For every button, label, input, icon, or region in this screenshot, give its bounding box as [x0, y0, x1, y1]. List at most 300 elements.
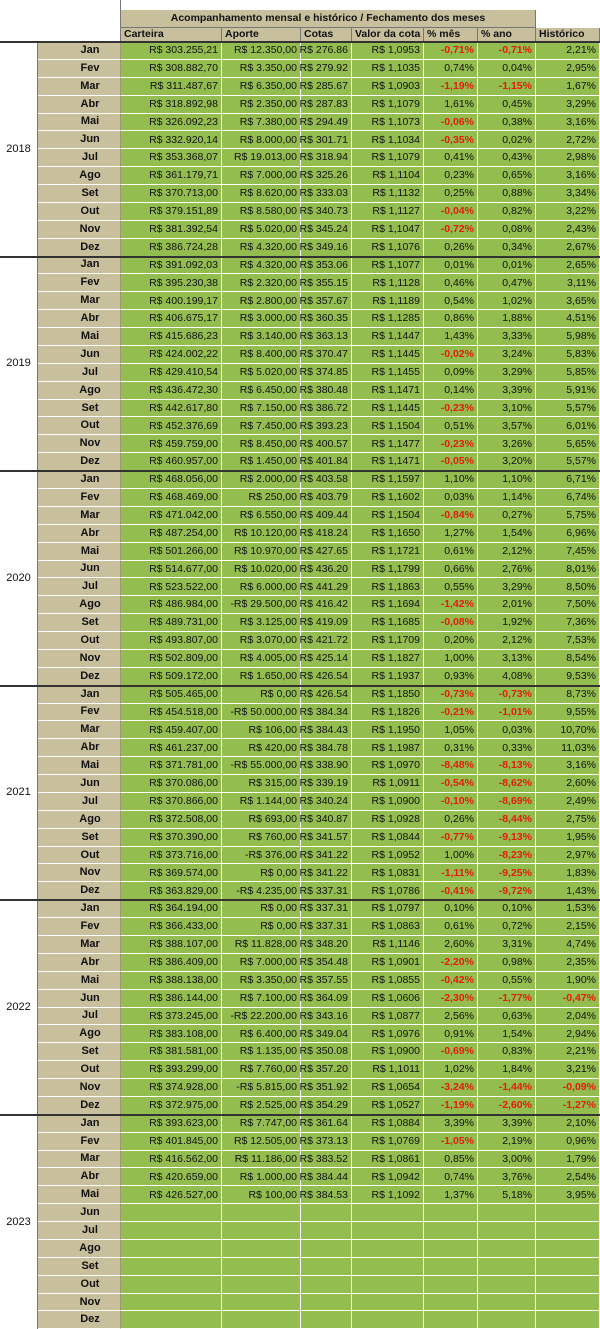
cell-pct-ano[interactable]: 5,18%: [478, 1186, 536, 1204]
cell-valor-da-cota[interactable]: R$ 1,1035: [352, 60, 424, 78]
cell-aporte[interactable]: R$ 2.320,00: [222, 274, 301, 292]
cell-pct-ano[interactable]: [478, 1204, 536, 1222]
cell-cotas[interactable]: R$ 339.19: [301, 775, 352, 793]
cell-pct-mes[interactable]: 0,23%: [424, 167, 478, 185]
cell-historico[interactable]: 2,35%: [536, 954, 600, 972]
cell-cotas[interactable]: R$ 380.48: [301, 382, 352, 400]
cell-cotas[interactable]: R$ 343.16: [301, 1008, 352, 1026]
cell-pct-ano[interactable]: -8,13%: [478, 757, 536, 775]
cell-carteira[interactable]: R$ 523.522,00: [121, 578, 222, 596]
cell-pct-ano[interactable]: 2,76%: [478, 561, 536, 579]
cell-valor-da-cota[interactable]: R$ 1,1073: [352, 114, 424, 132]
cell-valor-da-cota[interactable]: R$ 1,1132: [352, 185, 424, 203]
cell-pct-ano[interactable]: 1,54%: [478, 525, 536, 543]
cell-cotas[interactable]: R$ 351.92: [301, 1079, 352, 1097]
cell-valor-da-cota[interactable]: [352, 1240, 424, 1258]
cell-pct-mes[interactable]: -1,11%: [424, 864, 478, 882]
cell-cotas[interactable]: [301, 1311, 352, 1329]
cell-carteira[interactable]: R$ 487.254,00: [121, 525, 222, 543]
cell-valor-da-cota[interactable]: R$ 1,0952: [352, 847, 424, 865]
cell-carteira[interactable]: [121, 1204, 222, 1222]
cell-pct-ano[interactable]: 3,10%: [478, 400, 536, 418]
cell-historico[interactable]: 2,43%: [536, 221, 600, 239]
cell-valor-da-cota[interactable]: [352, 1204, 424, 1222]
cell-cotas[interactable]: R$ 403.79: [301, 489, 352, 507]
cell-historico[interactable]: 5,83%: [536, 346, 600, 364]
cell-valor-da-cota[interactable]: R$ 1,1694: [352, 596, 424, 614]
cell-cotas[interactable]: R$ 353.06: [301, 257, 352, 275]
cell-cotas[interactable]: R$ 370.47: [301, 346, 352, 364]
cell-historico[interactable]: 1,67%: [536, 78, 600, 96]
cell-historico[interactable]: 3,16%: [536, 167, 600, 185]
cell-valor-da-cota[interactable]: R$ 1,1721: [352, 543, 424, 561]
cell-valor-da-cota[interactable]: R$ 1,1445: [352, 400, 424, 418]
cell-carteira[interactable]: R$ 501.266,00: [121, 543, 222, 561]
cell-historico[interactable]: 5,57%: [536, 400, 600, 418]
cell-valor-da-cota[interactable]: R$ 1,0900: [352, 793, 424, 811]
cell-aporte[interactable]: -R$ 4.235,00: [222, 882, 301, 900]
cell-historico[interactable]: [536, 1204, 600, 1222]
cell-pct-mes[interactable]: 1,10%: [424, 471, 478, 489]
cell-pct-mes[interactable]: -1,19%: [424, 1097, 478, 1115]
cell-carteira[interactable]: R$ 505.465,00: [121, 686, 222, 704]
cell-aporte[interactable]: R$ 1.144,00: [222, 793, 301, 811]
cell-historico[interactable]: 5,91%: [536, 382, 600, 400]
cell-cotas[interactable]: R$ 276.86: [301, 42, 352, 60]
cell-valor-da-cota[interactable]: R$ 1,1079: [352, 96, 424, 114]
cell-valor-da-cota[interactable]: R$ 1,1127: [352, 203, 424, 221]
cell-pct-ano[interactable]: 0,83%: [478, 1043, 536, 1061]
cell-historico[interactable]: 9,53%: [536, 668, 600, 686]
cell-carteira[interactable]: R$ 391.092,03: [121, 257, 222, 275]
cell-cotas[interactable]: R$ 363.13: [301, 328, 352, 346]
cell-valor-da-cota[interactable]: R$ 1,1104: [352, 167, 424, 185]
cell-historico[interactable]: 8,50%: [536, 578, 600, 596]
cell-aporte[interactable]: R$ 3.350,00: [222, 60, 301, 78]
cell-aporte[interactable]: R$ 100,00: [222, 1186, 301, 1204]
cell-historico[interactable]: 1,95%: [536, 829, 600, 847]
cell-carteira[interactable]: [121, 1276, 222, 1294]
cell-historico[interactable]: 1,90%: [536, 972, 600, 990]
cell-pct-mes[interactable]: 0,20%: [424, 632, 478, 650]
cell-pct-ano[interactable]: 3,20%: [478, 453, 536, 471]
cell-carteira[interactable]: R$ 471.042,00: [121, 507, 222, 525]
cell-historico[interactable]: 2,72%: [536, 131, 600, 149]
cell-pct-mes[interactable]: -0,04%: [424, 203, 478, 221]
cell-valor-da-cota[interactable]: R$ 1,1034: [352, 131, 424, 149]
cell-aporte[interactable]: R$ 6.000,00: [222, 578, 301, 596]
cell-historico[interactable]: 1,43%: [536, 882, 600, 900]
cell-historico[interactable]: 7,45%: [536, 543, 600, 561]
cell-pct-ano[interactable]: -1,01%: [478, 704, 536, 722]
cell-aporte[interactable]: R$ 8.580,00: [222, 203, 301, 221]
cell-pct-ano[interactable]: 0,82%: [478, 203, 536, 221]
cell-cotas[interactable]: R$ 383.52: [301, 1151, 352, 1169]
cell-valor-da-cota[interactable]: R$ 1,1285: [352, 310, 424, 328]
cell-cotas[interactable]: R$ 349.04: [301, 1025, 352, 1043]
cell-historico[interactable]: 5,85%: [536, 364, 600, 382]
cell-aporte[interactable]: R$ 1.135,00: [222, 1043, 301, 1061]
cell-pct-mes[interactable]: -0,72%: [424, 221, 478, 239]
cell-pct-mes[interactable]: -0,06%: [424, 114, 478, 132]
cell-pct-ano[interactable]: 2,12%: [478, 632, 536, 650]
cell-cotas[interactable]: R$ 341.22: [301, 864, 352, 882]
cell-aporte[interactable]: R$ 1.650,00: [222, 668, 301, 686]
cell-cotas[interactable]: R$ 325.26: [301, 167, 352, 185]
cell-pct-mes[interactable]: -8,48%: [424, 757, 478, 775]
cell-pct-mes[interactable]: 0,93%: [424, 668, 478, 686]
cell-historico[interactable]: -0,47%: [536, 990, 600, 1008]
cell-cotas[interactable]: R$ 373.13: [301, 1133, 352, 1151]
cell-carteira[interactable]: [121, 1311, 222, 1329]
cell-cotas[interactable]: R$ 340.24: [301, 793, 352, 811]
cell-valor-da-cota[interactable]: R$ 1,1799: [352, 561, 424, 579]
cell-aporte[interactable]: R$ 760,00: [222, 829, 301, 847]
cell-valor-da-cota[interactable]: R$ 1,1597: [352, 471, 424, 489]
cell-carteira[interactable]: R$ 386.144,00: [121, 990, 222, 1008]
cell-pct-ano[interactable]: 3,29%: [478, 364, 536, 382]
cell-cotas[interactable]: R$ 403.58: [301, 471, 352, 489]
cell-pct-ano[interactable]: 0,34%: [478, 239, 536, 257]
cell-valor-da-cota[interactable]: R$ 1,1987: [352, 739, 424, 757]
cell-carteira[interactable]: R$ 303.255,21: [121, 42, 222, 60]
cell-pct-ano[interactable]: 0,43%: [478, 149, 536, 167]
cell-carteira[interactable]: R$ 460.957,00: [121, 453, 222, 471]
cell-pct-ano[interactable]: [478, 1311, 536, 1329]
cell-carteira[interactable]: R$ 514.677,00: [121, 561, 222, 579]
cell-cotas[interactable]: R$ 340.87: [301, 811, 352, 829]
cell-carteira[interactable]: R$ 393.299,00: [121, 1061, 222, 1079]
cell-pct-ano[interactable]: 0,03%: [478, 721, 536, 739]
cell-historico[interactable]: 1,79%: [536, 1151, 600, 1169]
cell-cotas[interactable]: R$ 301.71: [301, 131, 352, 149]
cell-aporte[interactable]: R$ 11.186,00: [222, 1151, 301, 1169]
cell-cotas[interactable]: [301, 1204, 352, 1222]
cell-pct-ano[interactable]: -8,23%: [478, 847, 536, 865]
cell-historico[interactable]: [536, 1294, 600, 1312]
cell-pct-mes[interactable]: -2,20%: [424, 954, 478, 972]
cell-pct-ano[interactable]: 1,92%: [478, 614, 536, 632]
cell-pct-mes[interactable]: 1,37%: [424, 1186, 478, 1204]
cell-pct-ano[interactable]: 2,01%: [478, 596, 536, 614]
cell-pct-mes[interactable]: -0,73%: [424, 686, 478, 704]
cell-aporte[interactable]: R$ 12.350,00: [222, 42, 301, 60]
cell-aporte[interactable]: R$ 2.525,00: [222, 1097, 301, 1115]
cell-valor-da-cota[interactable]: R$ 1,1092: [352, 1186, 424, 1204]
cell-aporte[interactable]: -R$ 55.000,00: [222, 757, 301, 775]
cell-pct-mes[interactable]: [424, 1240, 478, 1258]
cell-valor-da-cota[interactable]: [352, 1294, 424, 1312]
cell-carteira[interactable]: R$ 372.975,00: [121, 1097, 222, 1115]
cell-valor-da-cota[interactable]: R$ 1,1827: [352, 650, 424, 668]
cell-carteira[interactable]: R$ 373.716,00: [121, 847, 222, 865]
cell-pct-mes[interactable]: -1,05%: [424, 1133, 478, 1151]
cell-historico[interactable]: 2,95%: [536, 60, 600, 78]
cell-historico[interactable]: 3,21%: [536, 1061, 600, 1079]
cell-valor-da-cota[interactable]: [352, 1258, 424, 1276]
cell-carteira[interactable]: R$ 370.390,00: [121, 829, 222, 847]
cell-pct-ano[interactable]: 2,19%: [478, 1133, 536, 1151]
cell-valor-da-cota[interactable]: R$ 1,1447: [352, 328, 424, 346]
cell-valor-da-cota[interactable]: R$ 1,0901: [352, 954, 424, 972]
cell-carteira[interactable]: R$ 371.781,00: [121, 757, 222, 775]
cell-pct-mes[interactable]: -1,42%: [424, 596, 478, 614]
cell-pct-mes[interactable]: [424, 1204, 478, 1222]
cell-carteira[interactable]: R$ 406.675,17: [121, 310, 222, 328]
cell-pct-mes[interactable]: [424, 1276, 478, 1294]
cell-valor-da-cota[interactable]: R$ 1,1602: [352, 489, 424, 507]
cell-pct-ano[interactable]: 3,39%: [478, 382, 536, 400]
cell-carteira[interactable]: R$ 373.245,00: [121, 1008, 222, 1026]
cell-carteira[interactable]: R$ 364.194,00: [121, 900, 222, 918]
cell-cotas[interactable]: R$ 294.49: [301, 114, 352, 132]
cell-aporte[interactable]: [222, 1240, 301, 1258]
cell-carteira[interactable]: R$ 415.686,23: [121, 328, 222, 346]
cell-historico[interactable]: 11,03%: [536, 739, 600, 757]
cell-cotas[interactable]: R$ 386.72: [301, 400, 352, 418]
cell-pct-mes[interactable]: 1,00%: [424, 847, 478, 865]
cell-historico[interactable]: 2,98%: [536, 149, 600, 167]
cell-carteira[interactable]: R$ 370.866,00: [121, 793, 222, 811]
cell-aporte[interactable]: R$ 8.400,00: [222, 346, 301, 364]
cell-carteira[interactable]: R$ 361.179,71: [121, 167, 222, 185]
cell-aporte[interactable]: R$ 3.350,00: [222, 972, 301, 990]
cell-cotas[interactable]: R$ 360.35: [301, 310, 352, 328]
cell-carteira[interactable]: R$ 461.237,00: [121, 739, 222, 757]
cell-pct-ano[interactable]: 0,88%: [478, 185, 536, 203]
cell-valor-da-cota[interactable]: [352, 1311, 424, 1329]
cell-aporte[interactable]: R$ 6.450,00: [222, 382, 301, 400]
cell-pct-mes[interactable]: 0,51%: [424, 417, 478, 435]
cell-aporte[interactable]: R$ 0,00: [222, 686, 301, 704]
cell-cotas[interactable]: R$ 400.57: [301, 435, 352, 453]
cell-cotas[interactable]: R$ 409.44: [301, 507, 352, 525]
cell-pct-ano[interactable]: -0,73%: [478, 686, 536, 704]
cell-aporte[interactable]: R$ 7.450,00: [222, 417, 301, 435]
cell-historico[interactable]: 1,83%: [536, 864, 600, 882]
cell-pct-ano[interactable]: 1,10%: [478, 471, 536, 489]
cell-pct-mes[interactable]: 0,54%: [424, 292, 478, 310]
cell-aporte[interactable]: R$ 12.505,00: [222, 1133, 301, 1151]
cell-pct-mes[interactable]: [424, 1311, 478, 1329]
cell-aporte[interactable]: R$ 7.000,00: [222, 954, 301, 972]
cell-historico[interactable]: 1,53%: [536, 900, 600, 918]
cell-historico[interactable]: 5,65%: [536, 435, 600, 453]
cell-valor-da-cota[interactable]: R$ 1,0970: [352, 757, 424, 775]
cell-historico[interactable]: 7,53%: [536, 632, 600, 650]
cell-valor-da-cota[interactable]: [352, 1276, 424, 1294]
cell-aporte[interactable]: R$ 8.450,00: [222, 435, 301, 453]
cell-aporte[interactable]: R$ 315,00: [222, 775, 301, 793]
cell-carteira[interactable]: R$ 424.002,22: [121, 346, 222, 364]
cell-pct-mes[interactable]: 0,26%: [424, 239, 478, 257]
cell-cotas[interactable]: R$ 374.85: [301, 364, 352, 382]
cell-pct-mes[interactable]: 0,03%: [424, 489, 478, 507]
cell-pct-ano[interactable]: -1,77%: [478, 990, 536, 1008]
cell-carteira[interactable]: R$ 426.527,00: [121, 1186, 222, 1204]
cell-aporte[interactable]: R$ 5.020,00: [222, 364, 301, 382]
cell-cotas[interactable]: R$ 355.15: [301, 274, 352, 292]
cell-carteira[interactable]: R$ 332.920,14: [121, 131, 222, 149]
cell-carteira[interactable]: R$ 468.469,00: [121, 489, 222, 507]
cell-aporte[interactable]: R$ 0,00: [222, 864, 301, 882]
cell-carteira[interactable]: R$ 420.659,00: [121, 1168, 222, 1186]
cell-aporte[interactable]: R$ 7.100,00: [222, 990, 301, 1008]
cell-cotas[interactable]: R$ 285.67: [301, 78, 352, 96]
cell-carteira[interactable]: R$ 381.392,54: [121, 221, 222, 239]
cell-aporte[interactable]: R$ 6.350,00: [222, 78, 301, 96]
cell-pct-mes[interactable]: 0,85%: [424, 1151, 478, 1169]
cell-historico[interactable]: 8,01%: [536, 561, 600, 579]
cell-valor-da-cota[interactable]: R$ 1,1504: [352, 417, 424, 435]
cell-pct-ano[interactable]: 0,98%: [478, 954, 536, 972]
cell-aporte[interactable]: R$ 3.140,00: [222, 328, 301, 346]
cell-aporte[interactable]: [222, 1294, 301, 1312]
cell-aporte[interactable]: R$ 4.320,00: [222, 257, 301, 275]
cell-valor-da-cota[interactable]: R$ 1,0831: [352, 864, 424, 882]
cell-aporte[interactable]: -R$ 50.000,00: [222, 704, 301, 722]
cell-pct-ano[interactable]: [478, 1222, 536, 1240]
cell-historico[interactable]: 2,60%: [536, 775, 600, 793]
cell-carteira[interactable]: R$ 318.892,98: [121, 96, 222, 114]
cell-historico[interactable]: [536, 1222, 600, 1240]
cell-pct-mes[interactable]: 2,60%: [424, 936, 478, 954]
cell-pct-ano[interactable]: -9,25%: [478, 864, 536, 882]
cell-pct-mes[interactable]: 2,56%: [424, 1008, 478, 1026]
cell-carteira[interactable]: R$ 459.759,00: [121, 435, 222, 453]
cell-historico[interactable]: [536, 1240, 600, 1258]
cell-cotas[interactable]: R$ 384.44: [301, 1168, 352, 1186]
cell-cotas[interactable]: R$ 333.03: [301, 185, 352, 203]
cell-cotas[interactable]: R$ 350.08: [301, 1043, 352, 1061]
cell-carteira[interactable]: [121, 1294, 222, 1312]
cell-cotas[interactable]: R$ 427.65: [301, 543, 352, 561]
cell-valor-da-cota[interactable]: R$ 1,0863: [352, 918, 424, 936]
cell-aporte[interactable]: -R$ 22.200,00: [222, 1008, 301, 1026]
cell-aporte[interactable]: R$ 10.970,00: [222, 543, 301, 561]
cell-historico[interactable]: 6,71%: [536, 471, 600, 489]
cell-valor-da-cota[interactable]: R$ 1,0928: [352, 811, 424, 829]
cell-valor-da-cota[interactable]: R$ 1,0844: [352, 829, 424, 847]
cell-carteira[interactable]: R$ 468.056,00: [121, 471, 222, 489]
cell-carteira[interactable]: R$ 370.086,00: [121, 775, 222, 793]
cell-carteira[interactable]: R$ 459.407,00: [121, 721, 222, 739]
cell-valor-da-cota[interactable]: R$ 1,1445: [352, 346, 424, 364]
cell-carteira[interactable]: R$ 429.410,54: [121, 364, 222, 382]
cell-pct-ano[interactable]: 0,47%: [478, 274, 536, 292]
cell-aporte[interactable]: R$ 420,00: [222, 739, 301, 757]
cell-pct-ano[interactable]: -1,44%: [478, 1079, 536, 1097]
cell-pct-ano[interactable]: 0,33%: [478, 739, 536, 757]
cell-aporte[interactable]: R$ 6.400,00: [222, 1025, 301, 1043]
cell-aporte[interactable]: R$ 8.620,00: [222, 185, 301, 203]
cell-pct-mes[interactable]: -1,19%: [424, 78, 478, 96]
cell-valor-da-cota[interactable]: R$ 1,1076: [352, 239, 424, 257]
cell-cotas[interactable]: R$ 357.20: [301, 1061, 352, 1079]
cell-pct-mes[interactable]: -0,10%: [424, 793, 478, 811]
cell-pct-mes[interactable]: 0,01%: [424, 257, 478, 275]
cell-historico[interactable]: 3,34%: [536, 185, 600, 203]
cell-valor-da-cota[interactable]: R$ 1,0786: [352, 882, 424, 900]
cell-aporte[interactable]: R$ 11.828,00: [222, 936, 301, 954]
cell-cotas[interactable]: R$ 357.67: [301, 292, 352, 310]
cell-pct-ano[interactable]: 3,31%: [478, 936, 536, 954]
cell-historico[interactable]: 4,51%: [536, 310, 600, 328]
cell-pct-ano[interactable]: 0,04%: [478, 60, 536, 78]
cell-carteira[interactable]: R$ 370.713,00: [121, 185, 222, 203]
cell-pct-ano[interactable]: 2,12%: [478, 543, 536, 561]
cell-historico[interactable]: 10,70%: [536, 721, 600, 739]
cell-pct-ano[interactable]: -0,71%: [478, 42, 536, 60]
cell-pct-mes[interactable]: -0,42%: [424, 972, 478, 990]
cell-aporte[interactable]: R$ 2.800,00: [222, 292, 301, 310]
cell-carteira[interactable]: R$ 436.472,30: [121, 382, 222, 400]
cell-carteira[interactable]: R$ 452.376,69: [121, 417, 222, 435]
cell-pct-mes[interactable]: 1,61%: [424, 96, 478, 114]
cell-cotas[interactable]: R$ 384.53: [301, 1186, 352, 1204]
cell-historico[interactable]: 3,65%: [536, 292, 600, 310]
cell-carteira[interactable]: R$ 369.574,00: [121, 864, 222, 882]
cell-pct-mes[interactable]: -0,41%: [424, 882, 478, 900]
cell-historico[interactable]: 6,96%: [536, 525, 600, 543]
cell-aporte[interactable]: -R$ 5.815,00: [222, 1079, 301, 1097]
cell-historico[interactable]: 3,16%: [536, 114, 600, 132]
cell-aporte[interactable]: R$ 10.120,00: [222, 525, 301, 543]
cell-carteira[interactable]: R$ 386.724,28: [121, 239, 222, 257]
cell-aporte[interactable]: R$ 10.020,00: [222, 561, 301, 579]
cell-aporte[interactable]: [222, 1222, 301, 1240]
cell-pct-mes[interactable]: 0,61%: [424, 543, 478, 561]
cell-pct-ano[interactable]: 4,08%: [478, 668, 536, 686]
cell-pct-ano[interactable]: 3,39%: [478, 1115, 536, 1133]
cell-valor-da-cota[interactable]: R$ 1,0855: [352, 972, 424, 990]
cell-pct-ano[interactable]: -8,62%: [478, 775, 536, 793]
cell-pct-mes[interactable]: -0,23%: [424, 435, 478, 453]
cell-cotas[interactable]: R$ 416.42: [301, 596, 352, 614]
cell-pct-mes[interactable]: 0,74%: [424, 1168, 478, 1186]
cell-valor-da-cota[interactable]: R$ 1,0527: [352, 1097, 424, 1115]
cell-cotas[interactable]: R$ 425.14: [301, 650, 352, 668]
cell-pct-mes[interactable]: -0,35%: [424, 131, 478, 149]
cell-carteira[interactable]: R$ 486.984,00: [121, 596, 222, 614]
cell-valor-da-cota[interactable]: R$ 1,1471: [352, 453, 424, 471]
cell-valor-da-cota[interactable]: R$ 1,1850: [352, 686, 424, 704]
cell-pct-mes[interactable]: 0,25%: [424, 185, 478, 203]
cell-carteira[interactable]: R$ 502.809,00: [121, 650, 222, 668]
cell-valor-da-cota[interactable]: R$ 1,1128: [352, 274, 424, 292]
cell-aporte[interactable]: R$ 7.760,00: [222, 1061, 301, 1079]
cell-pct-ano[interactable]: 3,76%: [478, 1168, 536, 1186]
cell-pct-ano[interactable]: 0,55%: [478, 972, 536, 990]
cell-historico[interactable]: 9,55%: [536, 704, 600, 722]
cell-carteira[interactable]: [121, 1258, 222, 1276]
cell-cotas[interactable]: [301, 1240, 352, 1258]
cell-pct-ano[interactable]: 1,84%: [478, 1061, 536, 1079]
cell-carteira[interactable]: R$ 374.928,00: [121, 1079, 222, 1097]
cell-cotas[interactable]: R$ 337.31: [301, 918, 352, 936]
cell-pct-mes[interactable]: 0,14%: [424, 382, 478, 400]
cell-pct-mes[interactable]: -3,24%: [424, 1079, 478, 1097]
cell-valor-da-cota[interactable]: R$ 1,0884: [352, 1115, 424, 1133]
cell-pct-mes[interactable]: 0,41%: [424, 149, 478, 167]
cell-pct-mes[interactable]: 0,46%: [424, 274, 478, 292]
cell-aporte[interactable]: R$ 4.320,00: [222, 239, 301, 257]
cell-cotas[interactable]: R$ 419.09: [301, 614, 352, 632]
cell-pct-ano[interactable]: -9,13%: [478, 829, 536, 847]
cell-carteira[interactable]: R$ 393.623,00: [121, 1115, 222, 1133]
cell-valor-da-cota[interactable]: R$ 1,1709: [352, 632, 424, 650]
cell-carteira[interactable]: R$ 379.151,89: [121, 203, 222, 221]
